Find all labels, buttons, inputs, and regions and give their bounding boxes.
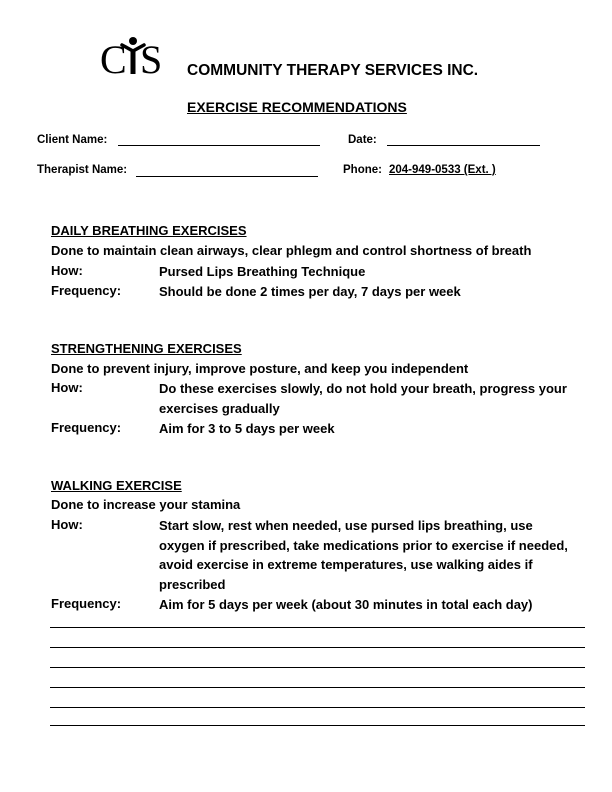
frequency-label: Frequency: [51,420,122,435]
phone-label: Phone: [343,164,382,176]
section-title-breathing: DAILY BREATHING EXERCISES [51,223,247,238]
notes-line[interactable] [50,647,585,648]
how-label: How: [51,263,83,278]
client-name-label: Client Name: [37,134,108,146]
how-value-breathing: Pursed Lips Breathing Technique [159,264,366,279]
notes-line[interactable] [50,725,585,726]
frequency-value-breathing: Should be done 2 times per day, 7 days per week [159,284,461,299]
how-value-walking: Start slow, rest when needed, use pursed lips breathing, use oxygen if prescribed, take medications prior to exercise if needed, avoid exercise in extreme temperatures, use walking aides if prescribed [159,518,568,592]
section-description-strengthening: Done to prevent injury, improve posture, and keep you independent [51,361,469,376]
how-label: How: [51,517,83,532]
section-title-strengthening: STRENGTHENING EXERCISES [51,341,242,356]
notes-line[interactable] [50,627,585,628]
date-field[interactable] [387,145,540,146]
section-description-breathing: Done to maintain clean airways, clear phlegm and control shortness of breath [51,243,532,258]
logo-letter-c: C [100,37,127,82]
date-label: Date: [348,134,377,146]
therapist-name-label: Therapist Name: [37,164,128,176]
company-logo [100,36,166,80]
logo-letter-s: S [140,37,163,82]
frequency-value-walking: Aim for 5 days per week (about 30 minutes in total each day) [159,597,533,612]
section-title-walking: WALKING EXERCISE [51,478,182,493]
notes-line[interactable] [50,707,585,708]
phone-value: 204-949-0533 (Ext. ) [389,164,496,176]
frequency-label: Frequency: [51,283,122,298]
notes-line[interactable] [50,687,585,688]
form-title: EXERCISE RECOMMENDATIONS [187,99,407,115]
notes-line[interactable] [50,667,585,668]
section-description-walking: Done to increase your stamina [51,497,241,512]
how-value-strengthening: Do these exercises slowly, do not hold your breath, progress your exercises gradually [159,381,567,416]
how-label: How: [51,380,83,395]
therapist-name-field[interactable] [136,176,318,177]
company-name: COMMUNITY THERAPY SERVICES INC. [187,62,479,79]
client-name-field[interactable] [118,145,320,146]
frequency-value-strengthening: Aim for 3 to 5 days per week [159,421,335,436]
frequency-label: Frequency: [51,596,122,611]
